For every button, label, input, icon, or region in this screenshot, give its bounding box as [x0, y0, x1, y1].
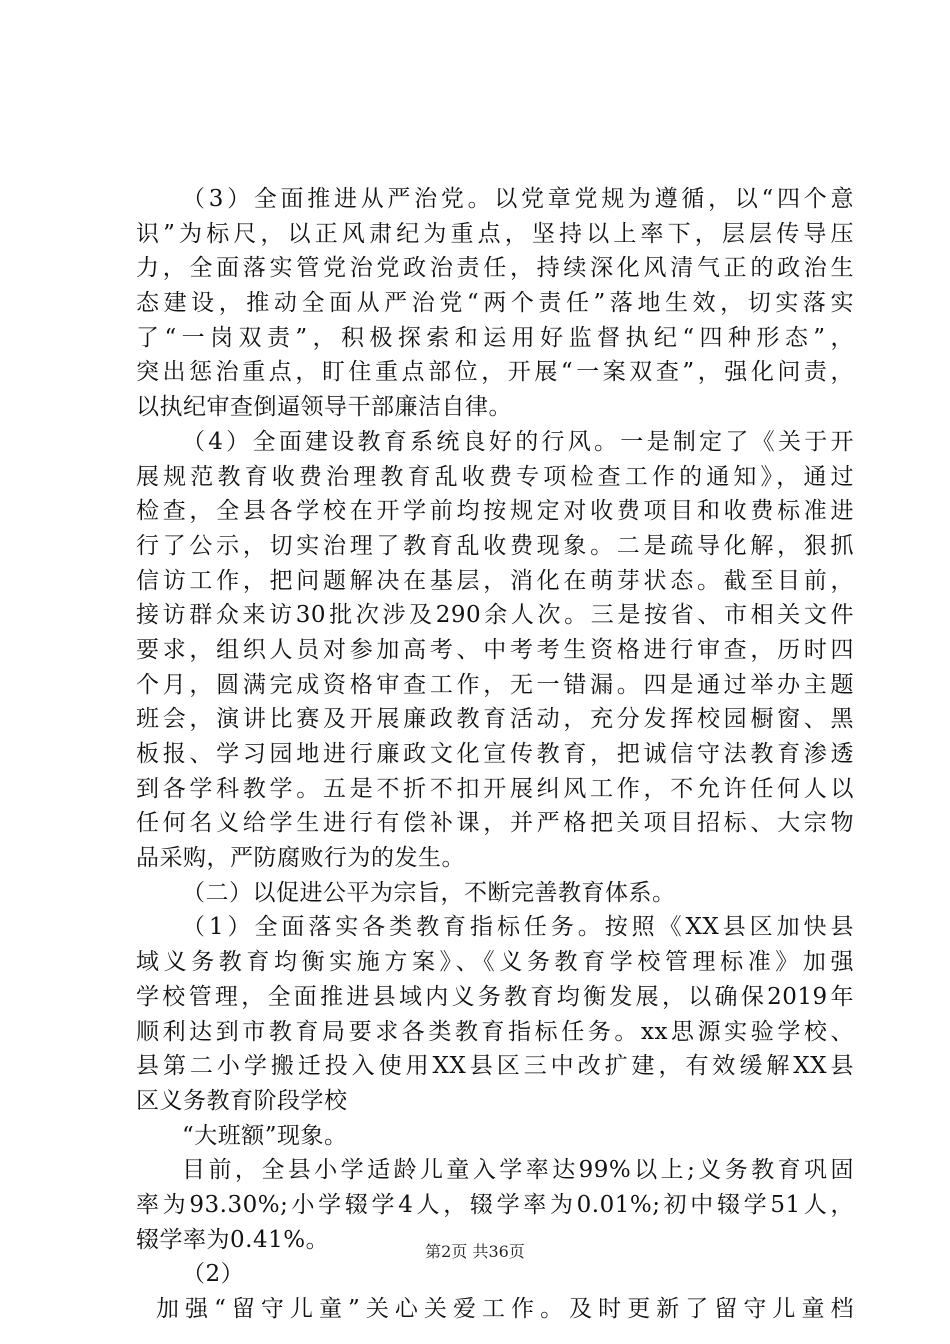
text-line: 板报、学习园地进行廉政文化宣传教育，把诚信守法教育渗透 — [136, 741, 854, 767]
text-line: 率为93.30%;小学辍学4人，辍学率为0.01%;初中辍学51人， — [136, 1191, 854, 1218]
text-line: （3）全面推进从严治党。以党章党规为遵循，以“四个意 — [182, 186, 854, 212]
text-line: 任何名义给学生进行有偿补课，并严格把关项目招标、大宗物 — [136, 810, 854, 837]
text-line: 区义务教育阶段学校 — [136, 1087, 348, 1114]
text-line: 以执纪审查倒逼领导干部廉洁自律。 — [136, 394, 512, 421]
text-line: 行了公示，切实治理了教育乱收费现象。二是疏导化解，狠抓 — [136, 532, 854, 559]
text-line: 个月，圆满完成资格审查工作，无一错漏。四是通过举办主题 — [136, 671, 854, 698]
text-line: 辍学率为0.41%。 — [136, 1226, 330, 1253]
text-line: 接访群众来访30批次涉及290余人次。三是按省、市相关文件 — [136, 602, 854, 629]
text-line: 信访工作，把问题解决在基层，消化在萌芽状态。截至目前， — [136, 567, 854, 594]
text-line: 顺利达到市教育局要求各类教育指标任务。xx思源实验学校、 — [136, 1018, 854, 1045]
page-number-footer: 第2页 共36页 — [425, 1242, 525, 1261]
text-line: 到各学科教学。五是不折不扣开展纠风工作，不允许任何人以 — [136, 775, 854, 802]
text-line: 突出惩治重点，盯住重点部位，开展“一案双查”，强化问责， — [136, 359, 854, 386]
section-heading: （二）以促进公平为宗旨，不断完善教育体系。 — [182, 879, 676, 906]
text-line: （4）全面建设教育系统良好的行风。一是制定了《关于开 — [182, 428, 854, 455]
text-line: 要求，组织人员对参加高考、中考考生资格进行审查，历时四 — [136, 636, 854, 663]
document-body — [136, 182, 854, 1327]
text-line: 展规范教育收费治理教育乱收费专项检查工作的通知》，通过 — [136, 463, 854, 490]
text-line: “大班额”现象。 — [182, 1122, 348, 1149]
text-line: 目前，全县小学适龄儿童入学率达99%以上;义务教育巩固 — [182, 1157, 854, 1184]
text-line: 态建设，推动全面从严治党“两个责任”落地生效，切实落实 — [136, 290, 854, 317]
text-line: 品采购，严防腐败行为的发生。 — [136, 845, 465, 872]
text-line: 检查，全县各学校在开学前均按规定对收费项目和收费标准进 — [136, 498, 854, 525]
text-line: 加强“留守儿童”关心关爱工作。及时更新了留守儿童档 — [156, 1296, 854, 1322]
text-line: 力，全面落实管党治党政治责任，持续深化风清气正的政治生 — [136, 255, 854, 282]
text-line: 域义务教育均衡实施方案》、《义务教育学校管理标准》加强 — [136, 949, 854, 976]
text-line: 县第二小学搬迁投入使用XX县区三中改扩建，有效缓解XX县 — [136, 1053, 854, 1080]
text-line: 了“一岗双责”，积极探索和运用好监督执纪“四种形态”， — [136, 324, 854, 351]
text-line: 识”为标尺，以正风肃纪为重点，坚持以上率下，层层传导压 — [136, 220, 854, 247]
text-line: 班会，演讲比赛及开展廉政教育活动，充分发挥校园橱窗、黑 — [136, 706, 854, 733]
text-line: 学校管理，全面推进县域内义务教育均衡发展，以确保2019年 — [136, 983, 854, 1010]
text-line: （2） — [182, 1261, 245, 1288]
text-line: （1）全面落实各类教育指标任务。按照《XX县区加快县 — [182, 914, 854, 941]
